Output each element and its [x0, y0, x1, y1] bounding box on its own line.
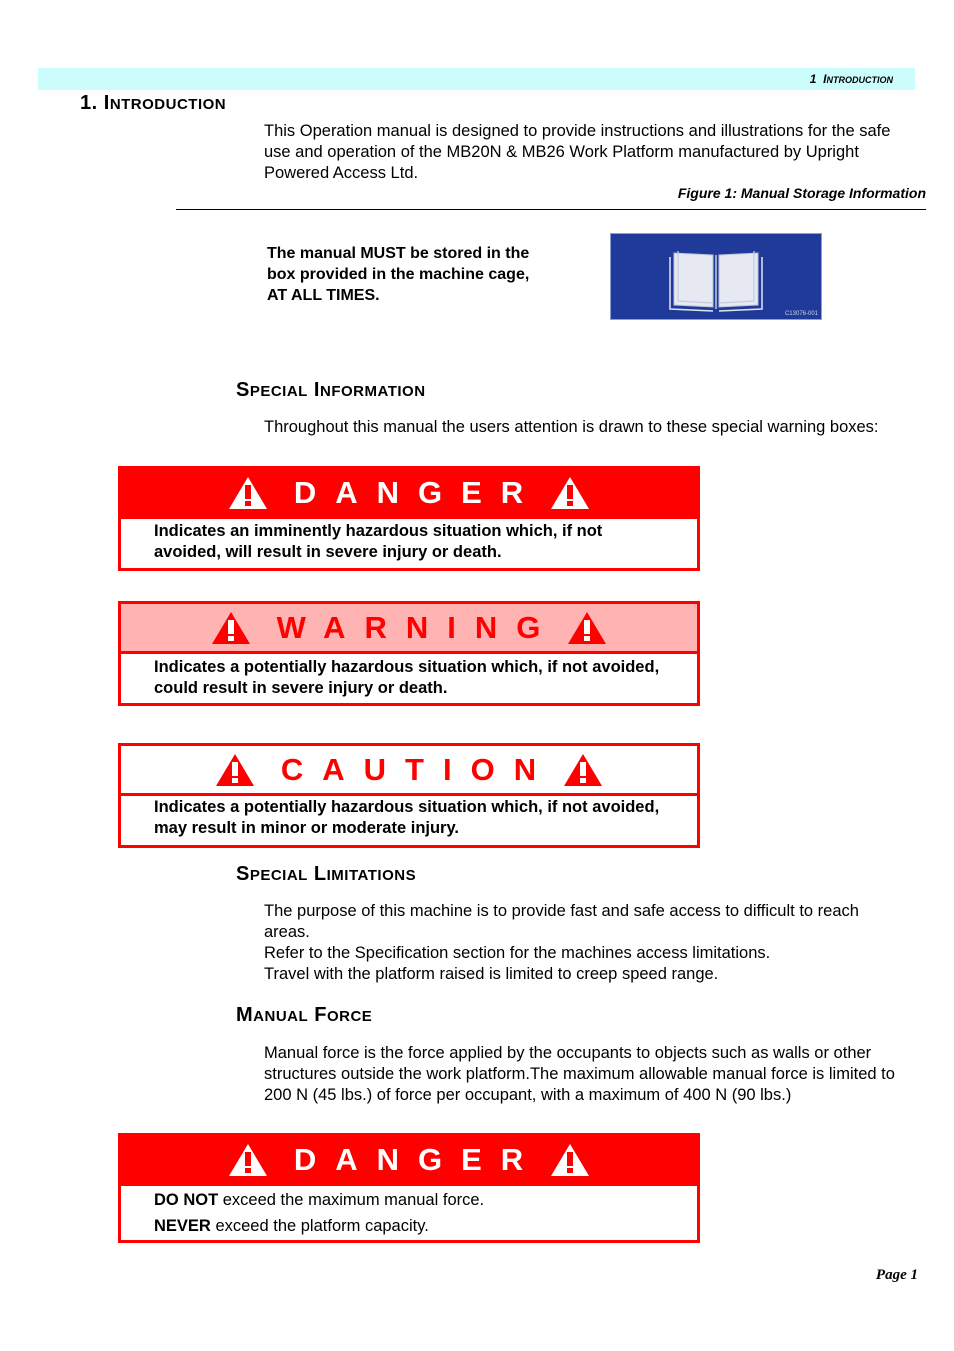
text-line: Indicates an imminently hazardous situation which, if not [154, 522, 603, 540]
page-number: Page 1 [875, 1267, 918, 1283]
open-book-icon [610, 233, 822, 320]
warning-triangle-icon [228, 476, 268, 510]
section-title: MANUAL FORCE [236, 1004, 373, 1026]
section-title: SPECIAL LIMITATIONS [236, 863, 417, 885]
warning-triangle-icon [211, 611, 251, 645]
text-line: The purpose of this machine is to provide fast and safe access to difficult to reach [264, 902, 859, 920]
figure-caption [600, 185, 926, 201]
text-line: structures outside the work platform.The maximum allowable manual force is limited to [264, 1065, 895, 1083]
divider-line [176, 209, 926, 210]
caution-notice [118, 743, 700, 848]
decal-code: C13076-001 [784, 311, 818, 317]
warning-notice [118, 601, 700, 706]
figure-caption-text: Figure 1: Manual Storage Information [677, 185, 926, 201]
section-title: SPECIAL INFORMATION [236, 379, 426, 401]
special-info-text: Throughout this manual the users attention is drawn to these special warning boxes: [264, 418, 879, 436]
intro-paragraph [264, 121, 926, 184]
danger-notice-header [121, 1136, 697, 1186]
text-line: areas. [264, 923, 310, 941]
header-title: INTRODUCTION [823, 72, 893, 86]
notice-signal-word: WARNING [276, 609, 560, 645]
text-line: 200 N (45 lbs.) of force per occupant, with a maximum of 400 N (90 lbs.) [264, 1086, 792, 1104]
running-header-text [810, 72, 893, 86]
notice-body [121, 796, 697, 839]
section-heading-special-information [236, 379, 426, 402]
notice-signal-word: CAUTION [280, 751, 556, 787]
notice-item [154, 1187, 689, 1213]
warning-triangle-icon [228, 1143, 268, 1177]
chapter-heading [80, 92, 226, 115]
text-line: use and operation of the MB20N & MB26 Work Platform manufactured by Upright [264, 143, 859, 161]
warning-notice-header [121, 604, 697, 654]
text-line: Indicates a potentially hazardous situation which, if not avoided, [154, 658, 660, 676]
text-line: box provided in the machine cage, [267, 266, 530, 283]
danger-notice [118, 466, 700, 571]
text-line: AT ALL TIMES. [267, 287, 380, 304]
danger-notice-header [121, 469, 697, 519]
text-line: Refer to the Specification section for the machines access limitations. [264, 944, 771, 962]
item-emphasis: DO NOT [154, 1191, 219, 1209]
text-line: The manual MUST be stored in the [267, 245, 530, 262]
text-line: Powered Access Ltd. [264, 164, 419, 182]
header-section-number: 1 [809, 72, 817, 86]
notice-body [121, 654, 697, 699]
danger-notice [118, 1133, 700, 1243]
text-line: Manual force is the force applied by the occupants to objects such as walls or other [264, 1044, 872, 1062]
chapter-title: INTRODUCTION [103, 92, 227, 114]
running-header [38, 68, 915, 90]
notice-signal-word: DANGER [293, 474, 543, 510]
notice-body [121, 1186, 697, 1239]
item-emphasis: NEVER [154, 1217, 211, 1235]
section-heading-special-limitations [236, 863, 416, 886]
notice-body [121, 519, 697, 563]
warning-triangle-icon [567, 611, 607, 645]
text-line: Travel with the platform raised is limited to creep speed range. [264, 965, 719, 983]
notice-item [154, 1213, 689, 1239]
section-heading-manual-force [236, 1004, 372, 1027]
text-line: Indicates a potentially hazardous situation which, if not avoided, [154, 798, 660, 816]
text-line: could result in severe injury or death. [154, 679, 448, 697]
item-text: exceed the maximum manual force. [218, 1191, 485, 1209]
notice-signal-word: DANGER [293, 1141, 543, 1177]
caution-notice-header [121, 746, 697, 796]
warning-triangle-icon [550, 1143, 590, 1177]
warning-triangle-icon [550, 476, 590, 510]
manual-storage-decal [610, 233, 822, 320]
storage-note [267, 243, 529, 306]
text-line: This Operation manual is designed to provide instructions and illustrations for the safe [264, 122, 891, 140]
special-limitations-text [264, 901, 926, 985]
warning-triangle-icon [215, 753, 255, 787]
item-text: exceed the platform capacity. [210, 1217, 429, 1235]
manual-force-text [264, 1043, 926, 1106]
text-line: avoided, will result in severe injury or death. [154, 543, 502, 561]
text-line: may result in minor or moderate injury. [154, 819, 460, 837]
warning-triangle-icon [563, 753, 603, 787]
chapter-number: 1. [80, 92, 98, 114]
